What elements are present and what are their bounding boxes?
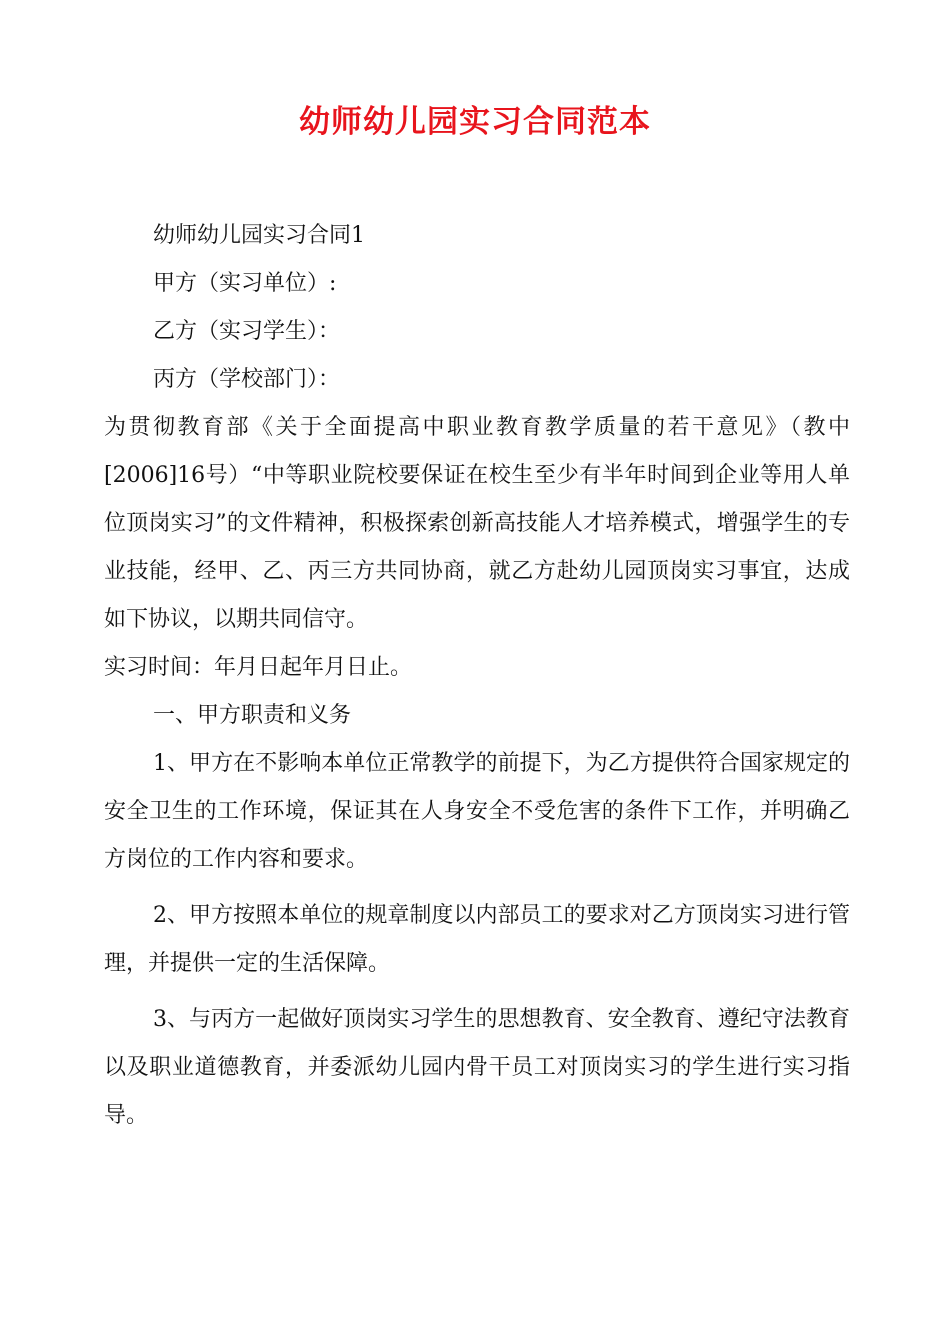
- internship-period: 实习时间：年月日起年月日止。: [104, 655, 413, 680]
- contract-heading: 幼师幼儿园实习合同1: [153, 223, 365, 248]
- document-title: 幼师幼儿园实习合同范本: [299, 104, 651, 140]
- preamble-paragraph: 为贯彻教育部《关于全面提高中职业教育教学质量的若干意见》（教中[2006]16号）“中等职业院校要保证在校生至少有半年时间到企业等用人单位顶岗实习”的文件精神，积极探索创新高技能人才培养模式，增强学生的专业技能，经甲、乙、丙三方共同协商，就乙方赴幼儿园顶岗实习事宜，达成如下协议，以期共同信守。: [104, 415, 850, 632]
- section-heading-party-a-duties: 一、甲方职责和义务: [153, 703, 352, 728]
- document-body: [104, 212, 850, 1140]
- party-b-line: 乙方（实习学生）：: [153, 319, 341, 344]
- party-c-line: 丙方（学校部门）：: [153, 367, 341, 392]
- clause-2: 2、甲方按照本单位的规章制度以内部员工的要求对乙方顶岗实习进行管理，并提供一定的生活保障。: [104, 903, 850, 976]
- clause-3: 3、与丙方一起做好顶岗实习学生的思想教育、安全教育、遵纪守法教育以及职业道德教育，并委派幼儿园内骨干员工对顶岗实习的学生进行实习指导。: [104, 1007, 850, 1128]
- clause-1: 1、甲方在不影响本单位正常教学的前提下，为乙方提供符合国家规定的安全卫生的工作环境，保证其在人身安全不受危害的条件下工作，并明确乙方岗位的工作内容和要求。: [104, 751, 850, 872]
- party-a-line: 甲方（实习单位）:: [153, 271, 337, 296]
